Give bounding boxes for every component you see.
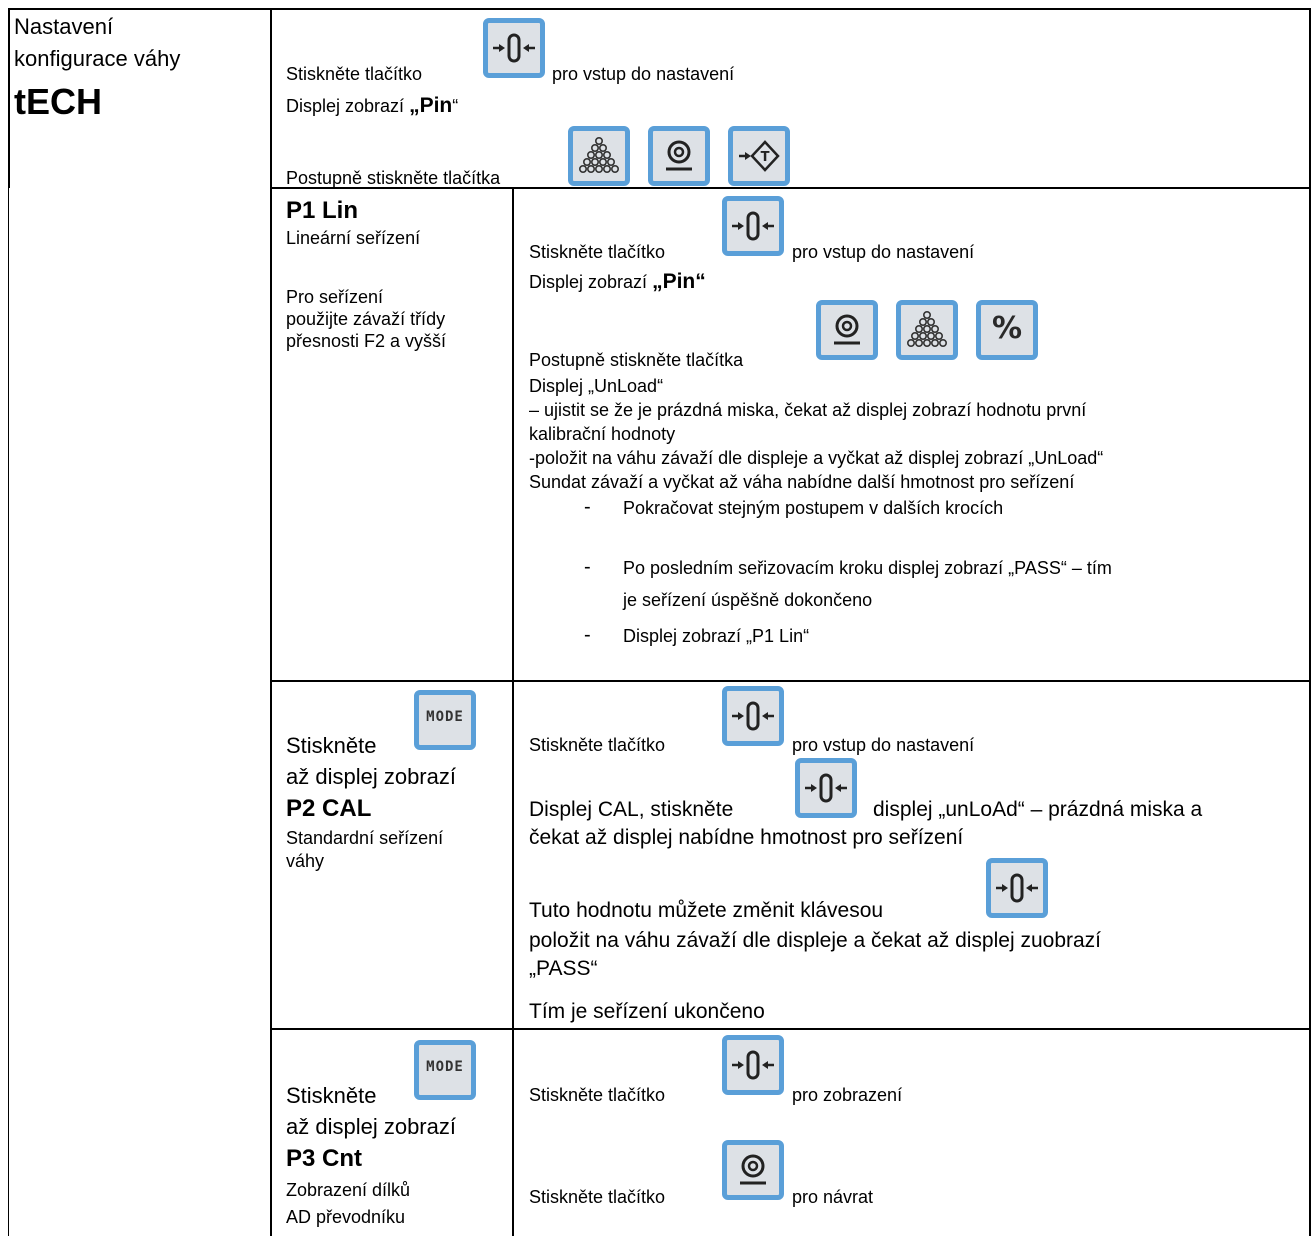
mode-key-p2 — [414, 690, 476, 750]
mode-icon: MODE — [426, 1059, 464, 1075]
svg-text:T: T — [760, 150, 770, 165]
p2-cal-c: čekat až displej nabídne hmotnost pro seřízení — [529, 826, 964, 849]
weighing-pan-icon — [821, 305, 873, 355]
weigh-key-p3 — [722, 1140, 784, 1200]
p3-press-button-1: Stiskněte tlačítko — [529, 1085, 666, 1105]
p2-place-weight: položit na váhu závaží dle displeje a čekat až displej zuobrazí — [529, 929, 1102, 952]
p1-bullet-1: Pokračovat stejným postupem v dalších krocích — [623, 498, 1004, 518]
zero-key-p1 — [722, 196, 784, 256]
p1-bullet-dash-1: - — [584, 496, 591, 518]
p3-until: až displej zobrazí — [286, 1114, 456, 1139]
p1-press-button: Stiskněte tlačítko — [529, 242, 666, 262]
intro-display-shows-text: Displej zobrazí — [286, 96, 405, 116]
weighing-pan-icon — [727, 1145, 779, 1195]
row3-bottom-border — [270, 1028, 1311, 1030]
p2-subtitle2: váhy — [286, 851, 325, 871]
p1-step3: Sundat závaží a vyčkat až váha nabídne další hmotnost pro seřízení — [529, 472, 1075, 492]
p2-enter-settings: pro vstup do nastavení — [792, 735, 975, 755]
p2-cal-b: displej „unLoAd“ – prázdná miska a — [873, 798, 1203, 821]
p1-step1b: kalibrační hodnoty — [529, 424, 676, 444]
title-line2: konfigurace váhy — [14, 46, 181, 71]
p1-pin: „Pin“ — [652, 270, 706, 293]
p2-until: až displej zobrazí — [286, 764, 456, 789]
zero-arrows-icon — [991, 863, 1043, 913]
p1-bullet-dash-3: - — [584, 624, 591, 646]
p1-display-shows-text: Displej zobrazí — [529, 272, 648, 292]
p1-display-shows — [529, 270, 706, 294]
p3-press: Stiskněte — [286, 1083, 377, 1108]
p2-change-value: Tuto hodnotu můžete změnit klávesou — [529, 899, 884, 922]
p1-enter-settings: pro vstup do nastavení — [792, 242, 975, 262]
p3-press-button-2: Stiskněte tlačítko — [529, 1187, 666, 1207]
intro-enter-settings: pro vstup do nastavení — [552, 64, 735, 84]
intro-display-shows — [286, 94, 458, 118]
p2-heading: P2 CAL — [286, 795, 372, 822]
intro-pin-close: “ — [452, 96, 459, 116]
mode-icon: MODE — [426, 709, 464, 725]
p1-bullet-2b: je seřízení úspěšně dokončeno — [623, 590, 873, 610]
p2-press-button: Stiskněte tlačítko — [529, 735, 666, 755]
pcs-key-p1 — [896, 300, 958, 360]
p1-unload: Displej „UnLoad“ — [529, 376, 664, 396]
p2-done: Tím je seřízení ukončeno — [529, 1000, 765, 1023]
intro-press-sequence: Postupně stiskněte tlačítka — [286, 168, 501, 188]
p1-note-line1: Pro seřízení — [286, 287, 384, 307]
weighing-pan-icon — [653, 131, 705, 181]
zero-key-p2c — [986, 858, 1048, 918]
p2-press: Stiskněte — [286, 733, 377, 758]
p3-heading: P3 Cnt — [286, 1145, 363, 1172]
zero-arrows-icon — [727, 691, 779, 741]
zero-arrows-icon — [727, 201, 779, 251]
outer-left-border-lower — [8, 188, 9, 1236]
tare-key-intro — [728, 126, 790, 186]
p3-subtitle1: Zobrazení dílků — [286, 1180, 411, 1200]
p3-for-display: pro zobrazení — [792, 1085, 903, 1105]
p3-for-return: pro návrat — [792, 1187, 874, 1207]
col1-divider — [270, 8, 272, 1236]
p1-bullet-3: Displej zobrazí „P1 Lin“ — [623, 626, 810, 646]
weigh-key-intro — [648, 126, 710, 186]
p1-heading: P1 Lin — [286, 197, 359, 224]
p1-subtitle: Lineární seřízení — [286, 228, 421, 248]
p1-press-sequence: Postupně stiskněte tlačítka — [529, 350, 744, 370]
p2-subtitle1: Standardní seřízení — [286, 828, 444, 848]
p2-cal-a: Displej CAL, stiskněte — [529, 798, 734, 821]
row2-bottom-border — [270, 680, 1311, 682]
intro-press-button: Stiskněte tlačítko — [286, 64, 423, 84]
p1-bullet-2: Po posledním seřizovacím kroku displej zobrazí „PASS“ – tím — [623, 558, 1112, 578]
pieces-triangle-icon — [901, 305, 953, 355]
weigh-key-p1 — [816, 300, 878, 360]
zero-arrows-icon — [727, 1040, 779, 1090]
p2-pass: „PASS“ — [529, 957, 598, 980]
p3-subtitle2: AD převodníku — [286, 1207, 406, 1227]
percent-icon: % — [991, 311, 1023, 346]
zero-arrows-icon — [800, 763, 852, 813]
title-line1: Nastavení — [14, 14, 114, 39]
top-border — [8, 8, 1311, 10]
p1-note-line3: přesnosti F2 a vyšší — [286, 331, 447, 351]
pcs-key-intro — [568, 126, 630, 186]
mode-key-p3 — [414, 1040, 476, 1100]
p1-bullet-dash-2: - — [584, 556, 591, 578]
p1-note-line2: použijte závaží třídy — [286, 309, 446, 329]
pieces-triangle-icon — [573, 131, 625, 181]
zero-key-intro — [483, 18, 545, 78]
outer-left-border — [8, 8, 10, 188]
zero-key-p2a — [722, 686, 784, 746]
tare-arrow-icon — [733, 131, 785, 181]
intro-pin: „Pin — [409, 94, 453, 117]
zero-key-p2b — [795, 758, 857, 818]
zero-key-p3 — [722, 1035, 784, 1095]
p1-step2: -položit na váhu závaží dle displeje a vyčkat až displej zobrazí „UnLoad“ — [529, 448, 1104, 468]
percent-key-p1 — [976, 300, 1038, 360]
col2-divider — [512, 187, 514, 1236]
p1-step1a: – ujistit se že je prázdná miska, čekat až displej zobrazí hodnotu první — [529, 400, 1087, 420]
title-code: tECH — [14, 81, 102, 122]
zero-arrows-icon — [488, 23, 540, 73]
